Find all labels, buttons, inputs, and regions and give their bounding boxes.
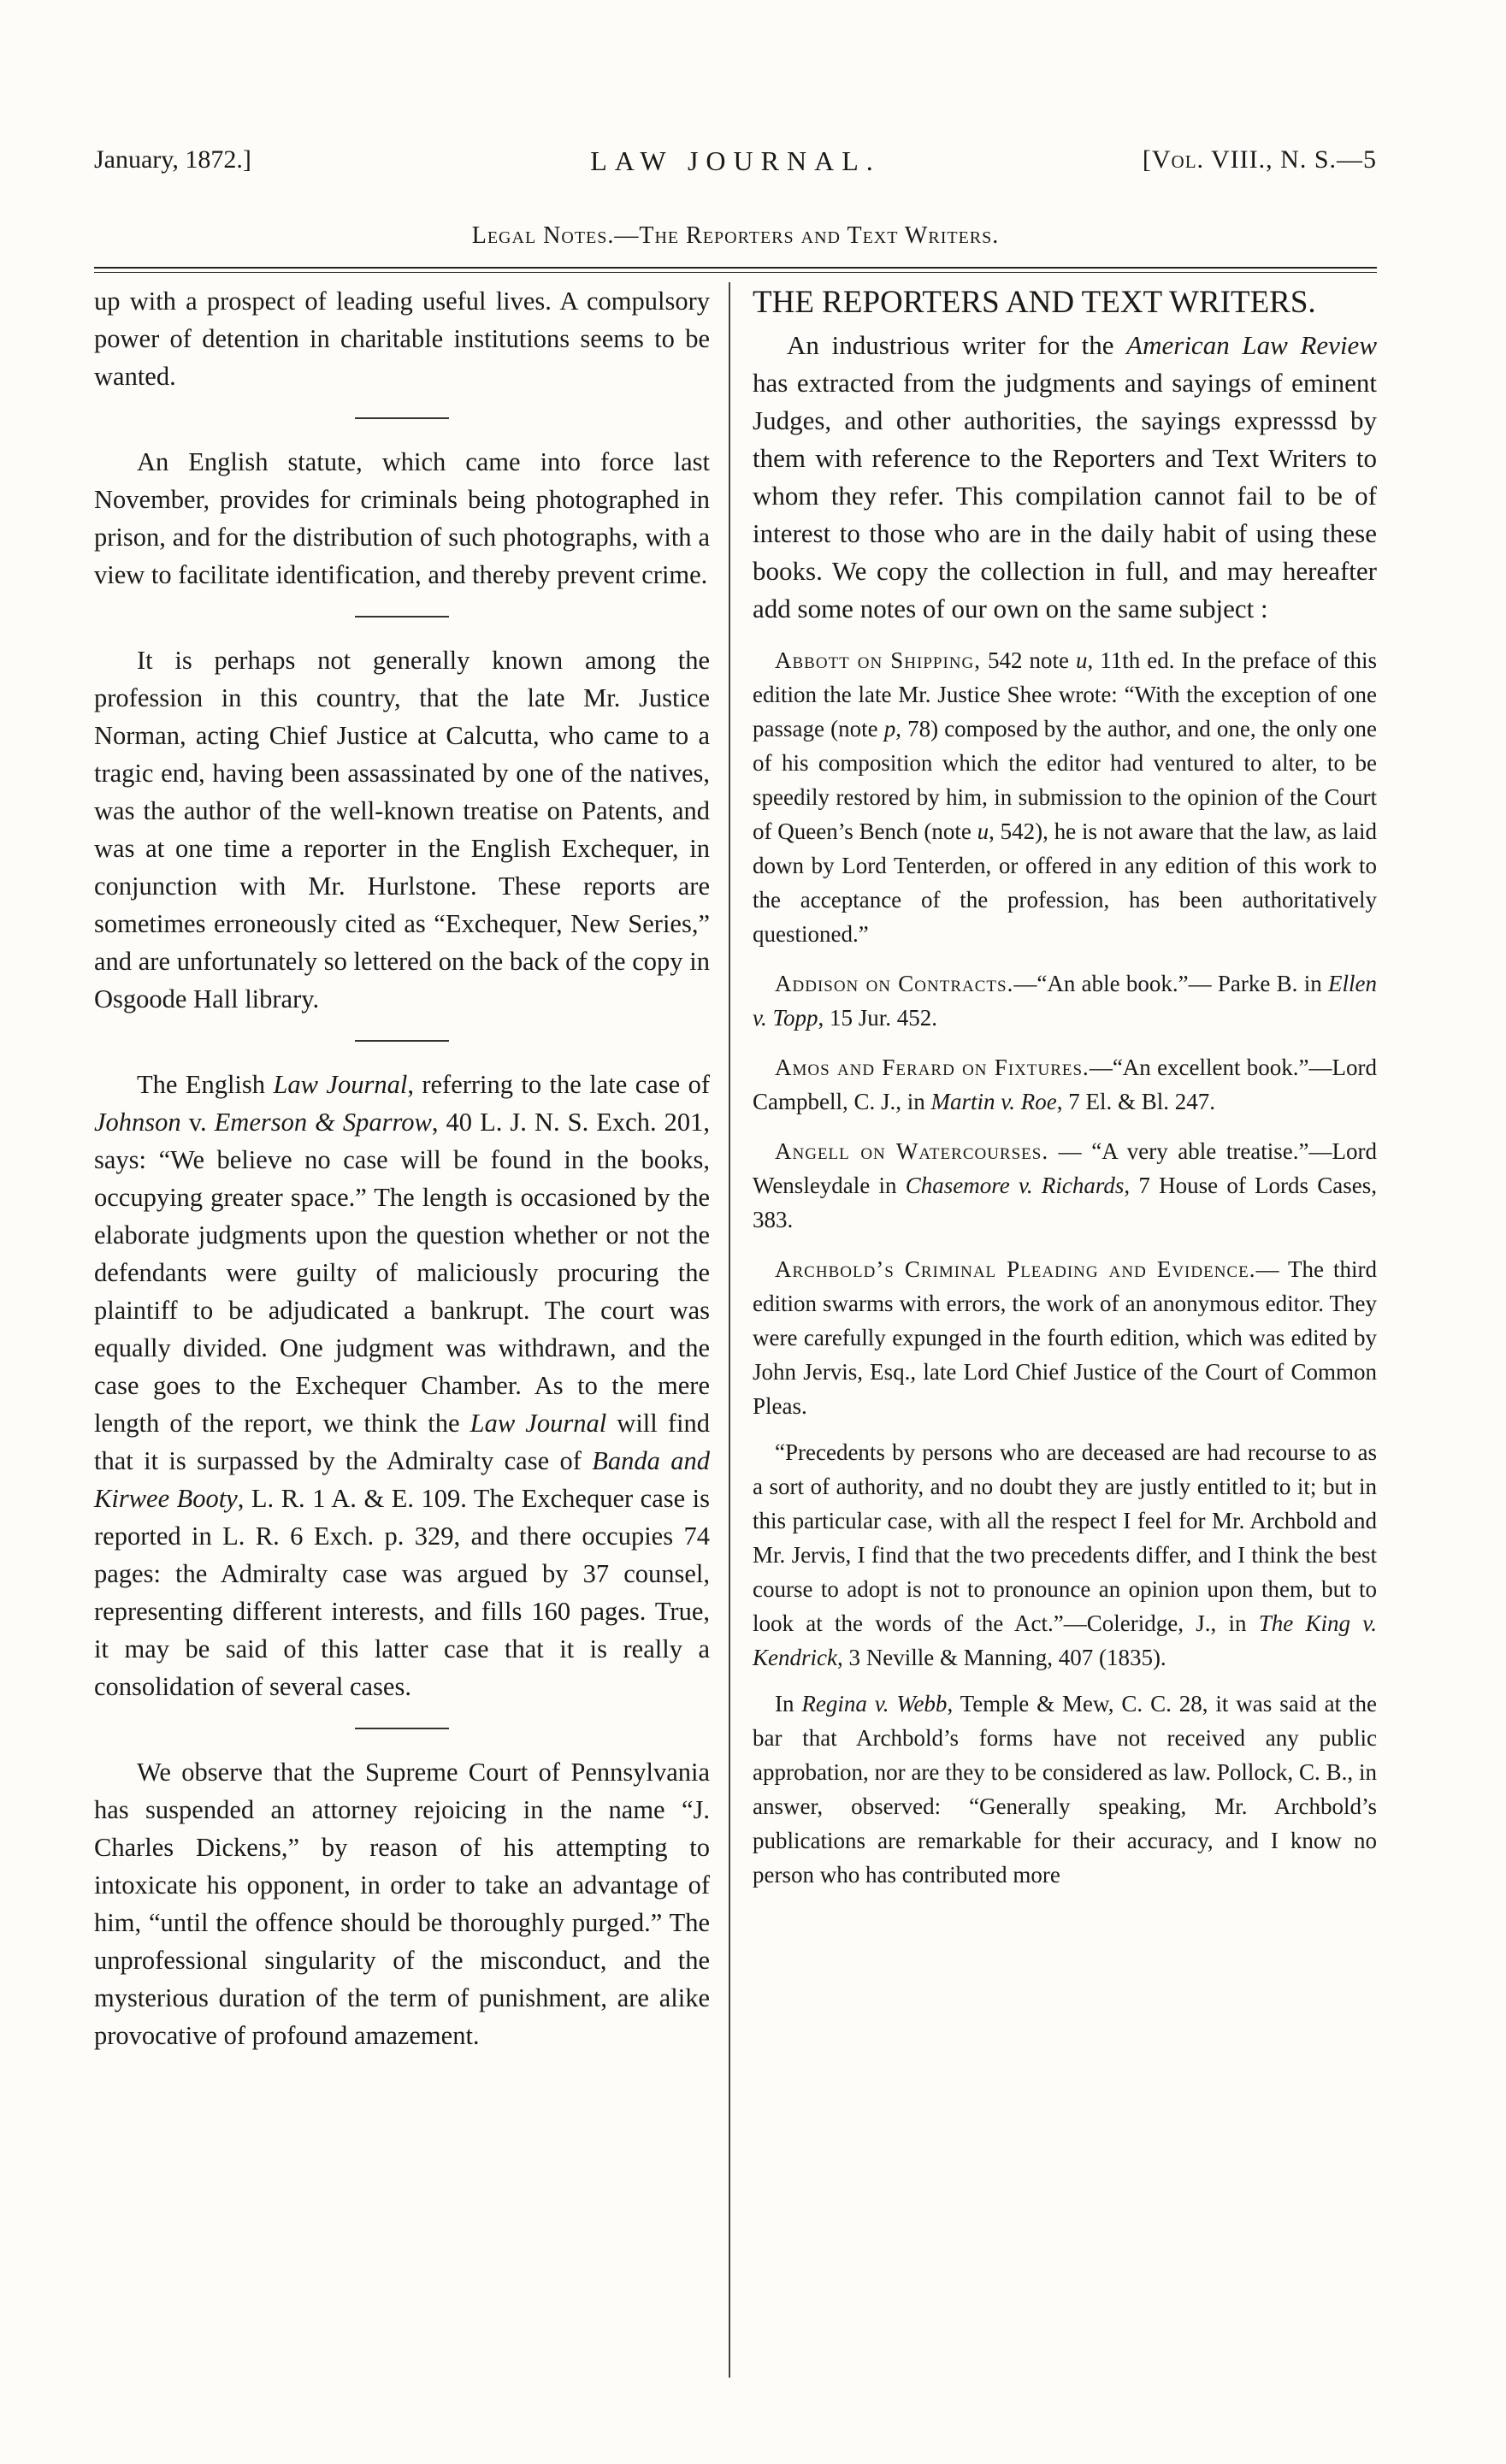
section-subheader: Legal Notes.—The Reporters and Text Writers. <box>471 222 1000 249</box>
entry-abbott: Abbott on Shipping, 542 note u, 11th ed. In the preface of this edition the late Mr. Justice Shee wrote: “With the exception of one passage (note p, 78) composed by the author, and one, the only one of his composition which the editor had ventured to alter, to be speedily restored by him, in submission to the opinion of the Court of Queen’s Bench (note u, 542), he is not aware that the law, as laid down by Lord Tenterden, or offered in any edition of this work to the acceptance of the profession, has been authoritatively questioned.” <box>753 647 1377 947</box>
paragraph-pennsylvania: We observe that the Supreme Court of Pennsylvania has suspended an attorney rejoicing in the name “J. Charles Dickens,” by reason of his attempting to intoxicate his opponent, in order to take an advantage of him, “until the offence should be thoroughly purged.” The unprofessional singularity of the misconduct, and the mysterious duration of the term of punishment, are alike provocative of profound amazement. <box>94 1758 710 2050</box>
paragraph-justice-norman: It is perhaps not generally known among the profession in this country, that the late Mr. Justice Norman, acting Chief Justice at Calcutta, who came to a tragic end, having been assassinated by one of the natives, was the author of the well-known treatise on Patents, and was at one time a reporter in the English Exchequer, in conjunction with Mr. Hurlstone. These reports are sometimes erroneously cited as “Exchequer, New Series,” and are unfortunately so lettered on the back of the copy in Osgoode Hall library. <box>94 646 710 1013</box>
entry-precedents: “Precedents by persons who are deceased are had recourse to as a sort of authority, and no doubt they are justly entitled to it; but in this particular case, with all the respect I feel for Mr. Archbold and Mr. Jervis, I find that the two precedents differ, and I think the best course to adopt is not to pronounce an opinion upon them, but to look at the words of the Act.”—Coleridge, J., in The King v. Kendrick, 3 Neville & Manning, 407 (1835). <box>753 1439 1377 1670</box>
paragraph-continuation: up with a prospect of leading useful lives. A compulsory power of detention in charitable institutions seems to be wanted. <box>94 287 710 391</box>
paragraph-statute: An English statute, which came into force last November, provides for criminals being photographed in prison, and for the distribution of such photographs, with a view to facilitate identification, and thereby prevent crime. <box>94 447 710 589</box>
entry-archbold: Archbold’s Criminal Pleading and Evidence.— The third edition swarms with errors, the work of an anonymous editor. They were carefully expunged in the fourth edition, which was edited by John Jervis, Esq., late Lord Chief Justice of the Court of Common Pleas. <box>753 1256 1377 1419</box>
header-rule <box>94 267 1377 269</box>
running-header <box>94 145 1377 188</box>
header-rule-thin <box>94 272 1377 273</box>
article-intro: An industrious writer for the American Law Review has extracted from the judgments and sayings of eminent Judges, and other authorities, the sayings expresssd by them with reference to the Reporters and Text Writers to whom they refer. This compilation cannot fail to be of interest to those who are in the daily habit of using these books. We copy the collection in full, and may hereafter add some notes of our own on the same subject : <box>753 330 1377 623</box>
header-date: January, 1872.] <box>94 145 251 174</box>
header-journal-title: LAW JOURNAL. <box>590 145 881 176</box>
divider <box>355 1728 449 1729</box>
column-divider <box>729 282 730 2378</box>
divider <box>355 616 449 617</box>
entry-regina-webb: In Regina v. Webb, Temple & Mew, C. C. 28, it was said at the bar that Archbold’s forms have not received any public approbation, nor are they to be considered as law. Pollock, C. B., in answer, observed: “Generally speaking, Mr. Archbold’s publications are remarkable for their accuracy, and I know no person who has contributed more <box>753 1691 1377 1888</box>
entry-addison: Addison on Contracts.—“An able book.”— Parke B. in Ellen v. Topp, 15 Jur. 452. <box>753 971 1377 1031</box>
divider <box>355 1040 449 1042</box>
paragraph-law-journal: The English Law Journal, referring to the late case of Johnson v. Emerson & Sparrow, 40 L. J. N. S. Exch. 201, says: “We believe no case will be found in the books, occupying greater space.” The length is occasioned by the elaborate judgments upon the question whether or not the defendants were guilty of maliciously procuring the plaintiff to be adjudicated a bankrupt. The court was equally divided. One judgment was withdrawn, and the case goes to the Exchequer Chamber. As to the mere length of the report, we think the Law Journal will find that it is surpassed by the Admiralty case of Banda and Kirwee Booty, L. R. 1 A. & E. 109. The Exchequer case is reported in L. R. 6 Exch. p. 329, and there occupies 74 pages: the Admiralty case was argued by 37 counsel, representing different interests, and fills 160 pages. True, it may be said of this latter case that it is really a consolidation of several cases. <box>94 1070 711 1701</box>
left-column <box>94 282 710 2054</box>
right-column <box>753 282 1377 1892</box>
entry-angell: Angell on Watercourses. — “A very able treatise.”—Lord Wensleydale in Chasemore v. Richards, 7 House of Lords Cases, 383. <box>753 1138 1377 1232</box>
header-volume: [Vol. VIII., N. S.—5 <box>1142 145 1377 174</box>
article-title: THE REPORTERS AND TEXT WRITERS. <box>753 285 1316 320</box>
entry-amos: Amos and Ferard on Fixtures.—“An excellent book.”—Lord Campbell, C. J., in Martin v. Roe, 7 El. & Bl. 247. <box>753 1055 1378 1114</box>
divider <box>355 417 449 419</box>
